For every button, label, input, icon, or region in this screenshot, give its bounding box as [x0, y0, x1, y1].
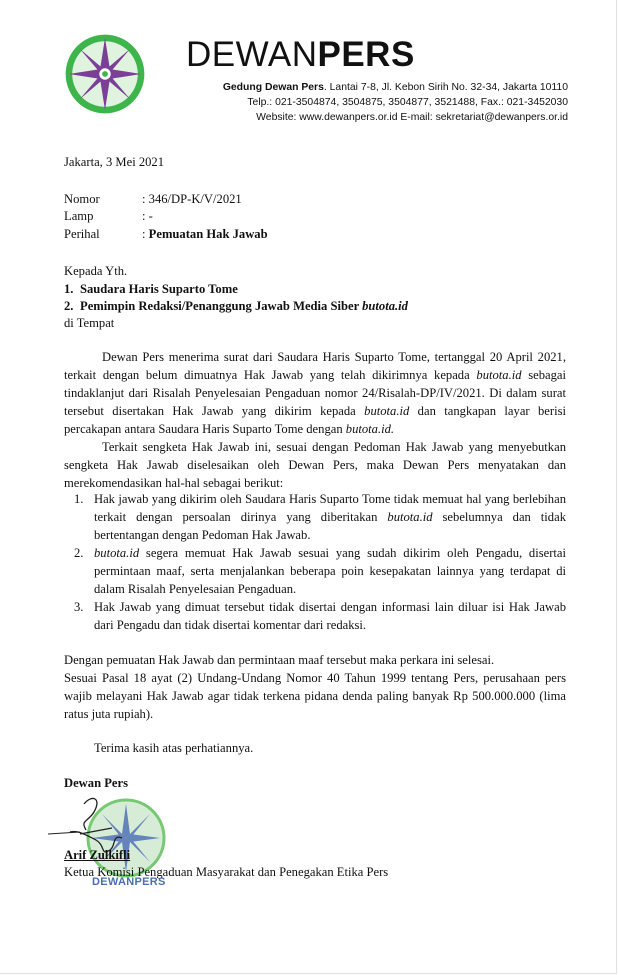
- p1-media-1: butota.id: [476, 368, 522, 382]
- list-item: [74, 490, 566, 544]
- dewan-pers-logo-icon: [64, 33, 146, 115]
- paragraph-4: Sesuai Pasal 18 ayat (2) Undang-Undang Nomor 40 Tahun 1999 tentang Pers, perusahaan pers wajib melayani Hak Jawab agar tidak terkena pidana denda paling banyak Rp 500.000.000 (lima ratus juta rupiah).: [64, 671, 566, 721]
- meta-value-lamp: : -: [142, 209, 153, 223]
- paragraph-3: Dengan pemuatan Hak Jawab dan permintaan maaf tersebut maka perkara ini selesai.: [64, 653, 495, 667]
- paragraph-1: [64, 348, 566, 438]
- address-street: . Lantai 7-8, Jl. Kebon Sirih No. 32-34, Jakarta 10110: [323, 82, 568, 93]
- signatory-title: Ketua Komisi Pengaduan Masyarakat dan Penegakan Etika Pers: [64, 865, 389, 879]
- recipient-2: [64, 297, 408, 315]
- recipient-1-name: Saudara Haris Suparto Tome: [80, 282, 238, 296]
- paragraph-2: Terkait sengketa Hak Jawab ini, sesuai dengan Pedoman Hak Jawab yang menyebutkan sengketa Hak Jawab diselesaikan oleh Dewan Pers, maka Dewan Pers menyatakan dan merekomendasikan hal-hal sebagai berikut:: [64, 440, 566, 490]
- p1-text-a: Dewan Pers menerima surat dari Saudara Haris Suparto Tome, tertanggal 20 April 2021, terkait dengan belum dimuatnya Hak Jawab yang telah dikirimnya kepada: [64, 350, 566, 382]
- meta-perihal-subject: Pemuatan Hak Jawab: [148, 227, 268, 241]
- list-item-text-end: sebelumnya dan tidak bertentangan dengan Pedoman Hak Jawab.: [94, 510, 566, 542]
- list-item-number: 3.: [74, 600, 84, 614]
- list-item-number: 2.: [74, 546, 84, 560]
- meta-value-nomor: : 346/DP-K/V/2021: [142, 192, 242, 206]
- p1-text-c: dan tangkapan layar berisi percakapan antara Saudara Haris Suparto Tome dengan: [64, 404, 566, 436]
- list-item-text: segera memuat Hak Jawab sesuai yang sudah dikirim oleh Pengadu, disertai permintaan maaf, serta menjalankan beberapa poin kesepakatan lainnya yang terdapat di dalam Risalah Penyelesaian Pengaduan.: [94, 546, 566, 596]
- list-item: [74, 544, 566, 598]
- meta-label-nomor: Nomor: [64, 192, 100, 206]
- recipient-2-number: 2.: [64, 299, 74, 313]
- brand-bold: PERS: [317, 35, 415, 74]
- brand-light: DEWAN: [186, 35, 318, 74]
- recipient-2-name: Pemimpin Redaksi/Penanggung Jawab Media Siber: [80, 299, 363, 313]
- meta-perihal-prefix: :: [142, 227, 149, 241]
- recipient-1-number: 1.: [64, 282, 74, 296]
- address-line-1: [223, 80, 568, 95]
- recipient-place: di Tempat: [64, 316, 115, 330]
- list-item-media: butota.id: [387, 510, 433, 524]
- stamp-text: DEWANPERS: [92, 876, 166, 888]
- address-line-3: Website: www.dewanpers.or.id E-mail: sekretariat@dewanpers.or.id: [256, 112, 568, 123]
- p1-media-2: butota.id: [364, 404, 410, 418]
- meta-label-perihal: Perihal: [64, 227, 100, 241]
- letter-date: Jakarta, 3 Mei 2021: [64, 155, 165, 169]
- p1-text-b: sebagai tindaklanjut dari Risalah Penyelesaian Pengaduan nomor 24/Risalah-DP/IV/2021. Di dalam surat tersebut disertakan Hak Jawab yang dikirim kepada: [64, 368, 566, 418]
- address-line-2: Telp.: 021-3504874, 3504875, 3504877, 3521488, Fax.: 021-3452030: [247, 97, 568, 108]
- address-building: Gedung Dewan Pers: [222, 82, 324, 93]
- signatory-name: Arif Zulkifli: [64, 848, 131, 862]
- signatory-org: Dewan Pers: [64, 776, 129, 790]
- list-item-number: 1.: [74, 492, 84, 506]
- list-item-media: butota.id: [94, 546, 140, 560]
- recipient-2-media: butota.id: [362, 299, 408, 313]
- recipient-1: [64, 280, 238, 298]
- letterhead-brand: [186, 37, 415, 72]
- meta-label-lamp: Lamp: [64, 209, 94, 223]
- closing-thanks: Terima kasih atas perhatiannya.: [94, 741, 254, 755]
- recipient-greeting: Kepada Yth.: [64, 264, 128, 278]
- list-item: [74, 598, 566, 634]
- list-item-text: Hak jawab yang dikirim oleh Saudara Haris Suparto Tome tidak memuat hal yang berlebihan terkait dengan persoalan dirinya yang diberitakan: [94, 492, 566, 524]
- p1-media-3: butota.id.: [345, 422, 395, 436]
- list-item-text: Hak Jawab yang dimuat tersebut tidak disertai dengan informasi lain diluar isi Hak Jawab dari Pengadu dan tidak disertai komentar dari redaksi.: [94, 600, 566, 632]
- meta-value-perihal: [142, 225, 268, 243]
